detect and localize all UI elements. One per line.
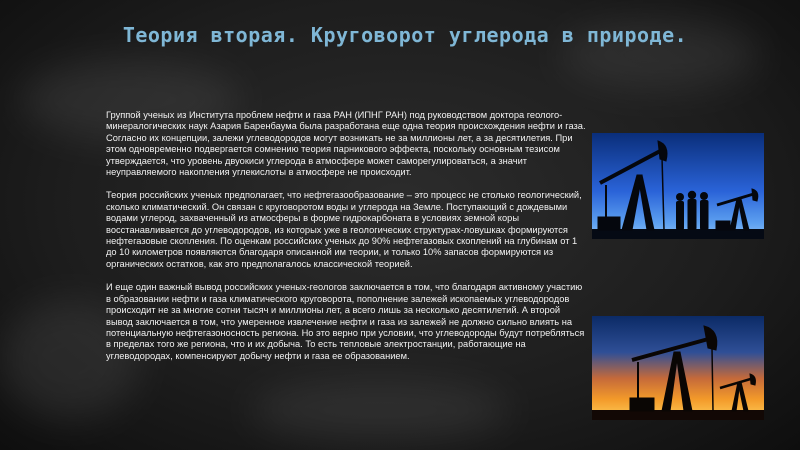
chalk-smudge xyxy=(250,380,510,440)
paragraph-2: Теория российских ученых предполагает, что нефтегазообразование – это процесс не столько геологический, сколько климатический. Он связан с круговоротом воды и углерода на Земле. Поступающий с дождевыми водами углерод, захваченный из атмосферы в форме гидрокарбоната в условиях земной коры восстанавливается до углеводородов, из которых уже в геологических структурах-ловушках формируются нефтегазовые скопления. По оценкам российских ученых до 90% нефтегазовых скоплений на глубинам от 1 до 10 километров появляются благодаря описанной им теории, и только 10% запасов формируются из органических остатков, как это предполагалось классической теорией. xyxy=(106,190,582,269)
photo-pumpjacks-workers xyxy=(592,133,764,239)
pumpjack-workers-image xyxy=(592,133,764,239)
paragraph-1: Группой ученых из Института проблем нефти и газа РАН (ИПНГ РАН) под руководством доктора геолого-минералогических наук Азария Баренбаума была разработана еще одна теория происхождения нефти и газа. Согласно их концепции, залежи углеводородов могут возникать не за миллионы лет, а за десятилетия. При этом одновременно подвергается сомнению теория парникового эффекта, поскольку основным тезисом утверждается, что уровень двуокиси углерода в атмосфере может саморегулироваться, а значит неуправляемого накопления углекислоты в атмосфере не происходит. xyxy=(106,110,586,178)
paragraph-3: И еще один важный вывод российских ученых-геологов заключается в том, что благодаря активному участию в образовании нефти и газа климатического круговорота, пополнение залежей ископаемых углеводородов происходит не за многие сотни тысяч и миллионы лет, а всего лишь за несколько десятилетий. А второй вывод заключается в том, что умеренное извлечение нефти и газа из залежей не должно сильно влиять на потенциальную нефтегазоносность региона. Но это верно при условии, что углеводороды будут потребляться в пределах того же региона, что и их добыча. То есть тепловые электростанции, работающие на углеводородах, компенсируют добычу нефти и газа ее образованием. xyxy=(106,282,585,361)
slide-title: Теория вторая. Круговорот углерода в природе. xyxy=(122,23,688,47)
photo-pumpjacks-sunset xyxy=(592,316,764,420)
pumpjack-sunset-image xyxy=(592,316,764,420)
slide-body xyxy=(106,110,588,374)
